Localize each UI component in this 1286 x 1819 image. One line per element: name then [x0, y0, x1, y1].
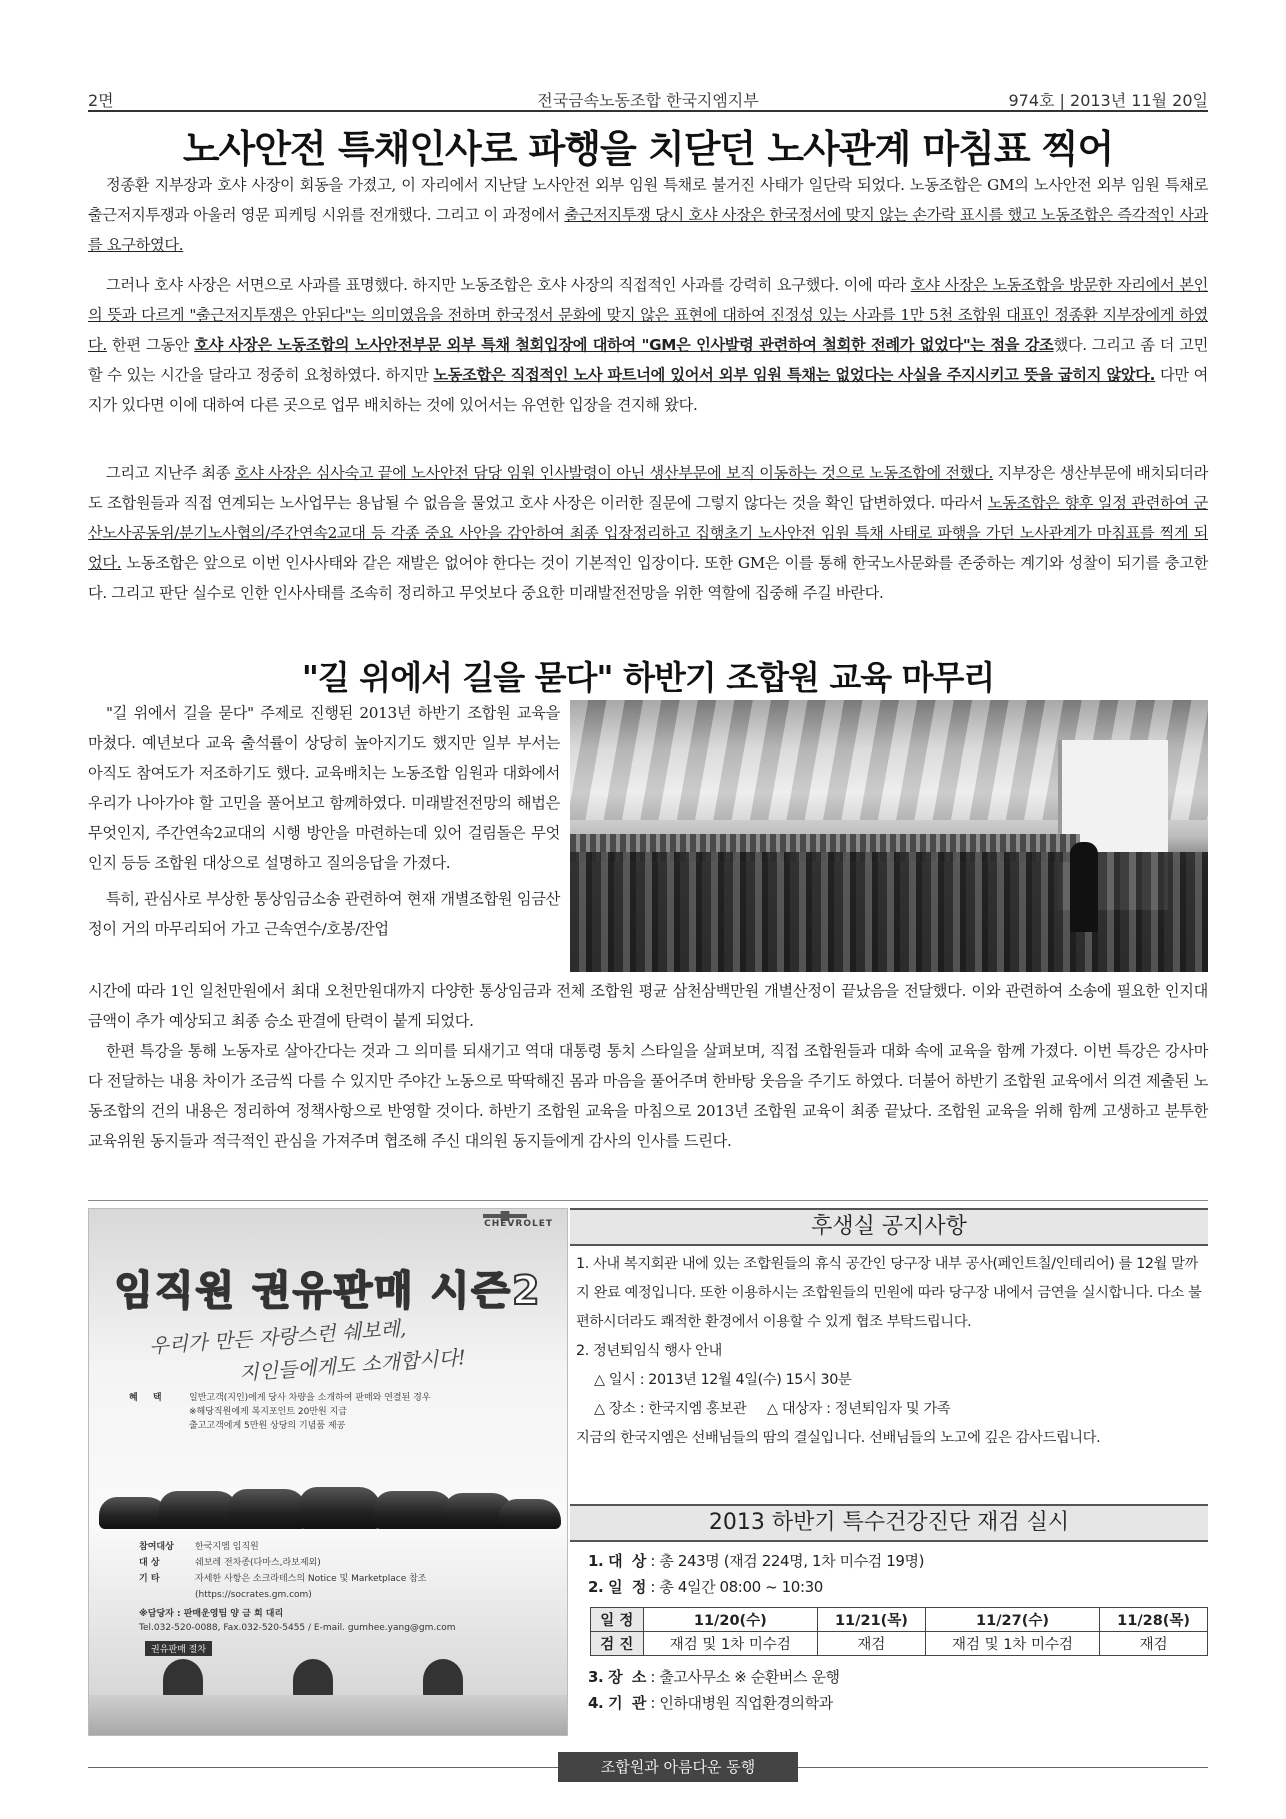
ad-script-line-2: 지인들에게도 소개합시다! [238, 1345, 467, 1385]
contact-person: ※담당자 : 판매운영팀 양 금 희 대리 [139, 1609, 284, 1619]
notice-body [576, 1250, 1206, 1453]
health-details [588, 1548, 1208, 1600]
table-row [591, 1608, 1208, 1632]
health-key: 4. 기 관 [588, 1694, 646, 1712]
table-cell: 11/27(수) [925, 1608, 1099, 1632]
text-run: 정종환 지부장과 호샤 사장이 회동을 가졌고, 이 자리에서 지난달 노사안전 외부 임원 특채로 불거진 사태가 일단락 되었다. 노동조합은 GM의 노사안전 외부 임원 특채로 출근저지투쟁과 아울러 영문 피케팅 시위를 전개했다. 그리고 이 과정에서 [88, 176, 1208, 224]
underlined-text: 호샤 사장은 노동조합을 방문한 자리에서 본인의 뜻과 다르게 "출근저지투쟁은 안된다"는 의미였음을 전하며 한국정서 문화에 맞지 않은 표현에 대하여 진정성 있는 사과를 1만 5천 조합원 대표인 정종환 지부장에게 하였다. [88, 276, 1208, 354]
benefit-line-1: 일반고객(지인)에게 당사 차량을 소개하여 판매와 연결된 경우 [189, 1393, 431, 1403]
health-value: : 총 4일간 08:00 ~ 10:30 [645, 1578, 823, 1596]
table-header-cell: 일 정 [591, 1608, 644, 1632]
article1-paragraph-3 [88, 458, 1208, 608]
table-cell: 재검 및 1차 미수검 [925, 1632, 1099, 1656]
health-schedule-table [590, 1607, 1208, 1656]
health-key: 1. 대 상 [588, 1552, 646, 1570]
benefit-line-2: ※해당직원에게 복지포인트 20만원 지급 [189, 1407, 347, 1417]
issue-date: 974호 | 2013년 11월 20일 [1008, 91, 1208, 110]
benefit-key: 혜 택 [129, 1393, 168, 1403]
info-key: 기 타 [139, 1574, 160, 1584]
table-header-cell: 검 진 [591, 1632, 644, 1656]
text-run: 그러나 호샤 사장은 서면으로 사과를 표명했다. 하지만 노동조합은 호샤 사장의 직접적인 사과를 강력히 요구했다. 이에 따라 [106, 276, 911, 294]
text-run: 다만 여지가 있다면 이에 대하여 다른 곳으로 업무 배치하는 것에 있어서는 유연한 입장을 견지해 왔다. [88, 366, 1208, 414]
ad-contact [139, 1607, 456, 1635]
underlined-text: 노동조합은 향후 일정 관련하여 군산노사공동위/분기노사협의/주간연속2교대 등 각종 중요 사안을 감안하여 최종 입장정리하고 집행초기 노사안전 임원 특채 사태로 파행을 가던 노사관계가 마침표를 찍게 되었다. [88, 494, 1209, 572]
ad-title: 임직원 권유판매 시즌2 [114, 1268, 542, 1314]
table-cell: 11/21(목) [818, 1608, 926, 1632]
article2-headline: "길 위에서 길을 묻다" 하반기 조합원 교육 마무리 [301, 658, 995, 697]
article2-paragraph-1: "길 위에서 길을 묻다" 주제로 진행된 2013년 하반기 조합원 교육을 마쳤다. 예년보다 교육 출석률이 상당히 높아지기도 했지만 일부 부서는 아직도 참여도가 저조하기도 했다. 교육배치는 노동조합 임원과 대화에서 우리가 나아가야 할 고민을 풀어보고 함께하였다. 미래발전전망의 해법은 무엇인지, 주간연속2교대의 시행 방안을 마련하는데 있어 걸림돌은 무엇인지 등등 조합원 대상으로 설명하고 질의응답을 가졌다. [88, 704, 560, 872]
ad-brand: CHEVROLET [484, 1219, 553, 1229]
bold-text: 노동조합은 직접적인 노사 파트너에 있어서 외부 임원 특채는 없었다는 사실을 주지시키고 뜻을 굽히지 않았다. [433, 366, 1156, 384]
table-cell: 재검 및 1차 미수검 [643, 1632, 817, 1656]
photo-audience [570, 852, 1208, 972]
text-run: 노동조합은 앞으로 이번 인사사태와 같은 재발은 없어야 한다는 것이 기본적인 입장이다. 또한 GM은 이를 통해 한국노사문화를 존중하는 계기와 성찰이 되기를 충고한다. 그리고 판단 실수로 인한 인사사태를 조속히 정리하고 무엇보다 중요한 미래발전전망을 위한 역할에 집중해 주길 바란다. [88, 554, 1208, 602]
chevrolet-ad [88, 1208, 568, 1736]
health-title: 2013 하반기 특수건강진단 재검 실시 [570, 1504, 1208, 1542]
notice-closing: 지금의 한국지엠은 선배님들의 땀의 결실입니다. 선배님들의 노고에 깊은 감사드립니다. [576, 1430, 1101, 1446]
table-cell: 11/20(수) [643, 1608, 817, 1632]
health-value: : 인하대병원 직업환경의학과 [645, 1694, 833, 1712]
article2-paragraph-2-tail: 시간에 따라 1인 일천만원에서 최대 오천만원대까지 다양한 통상임금과 전체 조합원 평균 삼천삼백만원 개별산정이 끝났음을 전달했다. 이와 관련하여 소송에 필요한 인지대 금액이 추가 예상되고 최종 승소 판결에 탄력이 붙게 되었다. [88, 982, 1208, 1030]
car-image [499, 1499, 561, 1529]
info-key: 참여대상 [139, 1542, 174, 1552]
info-url: (https://socrates.gm.com) [195, 1590, 312, 1600]
table-cell: 11/28(목) [1100, 1608, 1208, 1632]
contact-details: Tel.032-520-0088, Fax.032-520-5455 / E-mail. gumhee.yang@gm.com [139, 1623, 456, 1633]
car-image [374, 1491, 454, 1529]
table-cell: 재검 [818, 1632, 926, 1656]
article1-headline: 노사안전 특채인사로 파행을 치닫던 노사관계 마침표 찍어 [182, 127, 1114, 171]
underlined-text: 호샤 사장은 심사숙고 끝에 노사안전 담당 임원 인사발령이 아닌 생산부문에 보직 이동하는 것으로 노동조합에 전했다. [234, 464, 994, 482]
text-run: 그리고 지난주 최종 [106, 464, 235, 482]
notice-item-2: 2. 정년퇴임식 행사 안내 [576, 1343, 722, 1359]
notice-item-1: 1. 사내 복지회관 내에 있는 조합원들의 휴식 공간인 당구장 내부 공사(페인트칠/인테리어) 를 12월 말까지 완료 예정입니다. 또한 이용하시는 조합원들의 민원에 따라 당구장 내에서 금연을 실시합니다. 다소 불편하시더라도 쾌적한 환경에서 이용할 수 있게 협조 부탁드립니다. [576, 1256, 1202, 1330]
ad-script-line-1: 우리가 만든 자랑스런 쉐보레, [148, 1316, 407, 1358]
health-value: : 총 243명 (재검 224명, 1차 미수검 19명) [645, 1552, 925, 1570]
info-key: 대 상 [139, 1558, 160, 1568]
notice-item-2-place: △ 장소 : 한국지엠 홍보관 △ 대상자 : 정년퇴임자 및 가족 [594, 1401, 951, 1417]
health-key: 2. 일 정 [588, 1578, 646, 1596]
page-number: 2면 [88, 91, 114, 110]
car-image [299, 1487, 381, 1529]
info-value: 자세한 사항은 소크라테스의 Notice 및 Marketplace 참조 [195, 1574, 427, 1584]
text-run: 한편 그동안 [106, 336, 195, 354]
ad-car-lineup [89, 1449, 567, 1529]
article2-paragraph-3: 한편 특강을 통해 노동자로 살아간다는 것과 그 의미를 되새기고 역대 대통령 통치 스타일을 살펴보며, 직접 조합원들과 대화 속에 교육을 함께 가졌다. 이번 특강은 강사마다 전달하는 내용 차이가 조금씩 다를 수 있지만 주야간 노동으로 딱딱해진 몸과 마음을 풀어주며 한바탕 웃음을 주기도 하였다. 더불어 하반기 조합원 교육에서 의견 제출된 노동조합의 건의 내용은 정리하여 정책사항으로 반영할 것이다. 하반기 조합원 교육을 마침으로 2013년 조합원 교육이 최종 끝났다. 조합원 교육을 위해 함께 고생하고 분투한 교육위원 동지들과 적극적인 관심을 가져주며 협조해 주신 대의원 동지들에게 감사의 인사를 드린다. [88, 1042, 1208, 1150]
education-photo [570, 700, 1208, 972]
table-cell: 재검 [1100, 1632, 1208, 1656]
underlined-text: 출근저지투쟁 당시 호샤 사장은 한국정서에 맞지 않는 손가락 표시를 했고 노동조합은 즉각적인 사과를 요구하였다. [88, 206, 1208, 254]
page-header [88, 86, 1208, 112]
car-image [159, 1491, 239, 1529]
organization-name: 전국금속노동조합 한국지엠지부 [537, 91, 759, 110]
notice-title: 후생실 공지사항 [570, 1208, 1208, 1246]
car-image [229, 1489, 307, 1529]
section-divider [88, 1200, 1208, 1201]
benefit-line-3: 출고고객에게 5만원 상당의 기념품 제공 [189, 1421, 346, 1431]
ad-benefit [129, 1391, 431, 1433]
health-key: 3. 장 소 [588, 1668, 646, 1686]
info-value: 쉐보레 전차종(다마스,라보제외) [195, 1558, 321, 1568]
table-row [591, 1632, 1208, 1656]
health-details-2 [588, 1664, 1208, 1716]
steps-title: 권유판매 절차 [145, 1641, 212, 1656]
ad-grass-background [89, 1695, 567, 1735]
page-footer [88, 1752, 1208, 1782]
footer-slogan: 조합원과 아름다운 동행 [558, 1752, 798, 1782]
notice-item-2-date: △ 일시 : 2013년 12월 4일(수) 15시 30분 [594, 1372, 852, 1388]
info-value: 한국지엠 임직원 [195, 1542, 259, 1552]
text-run: 지부장은 생산부문에 배치되더라도 조합원들과 직접 연계되는 노사업무는 용납될 수 없음을 물었고 호샤 사장은 이러한 질문에 그렇지 않다는 것을 확인 답변하였다. 따라서 [88, 464, 1208, 512]
health-value: : 출고사무소 ※ 순환버스 운행 [645, 1668, 840, 1686]
article1-paragraph-1 [88, 170, 1208, 260]
ad-info [139, 1539, 426, 1603]
article1-paragraph-2 [88, 270, 1208, 420]
bold-text: 호샤 사장은 노동조합의 노사안전부문 외부 특채 철회입장에 대하여 "GM은 인사발령 관련하여 철회한 전례가 없었다"는 점을 강조 [194, 336, 1054, 354]
article2-paragraph-2-start: 특히, 관심사로 부상한 통상임금소송 관련하여 현재 개별조합원 임금산정이 거의 마무리되어 가고 근속연수/호봉/잔업 [88, 890, 560, 938]
text-run: 했다. 그리고 좀 더 고민할 수 있는 시간을 달라고 정중히 요청하였다. 하지만 [88, 336, 1208, 384]
photo-speaker [1070, 842, 1098, 932]
article2-left-column [88, 698, 560, 944]
